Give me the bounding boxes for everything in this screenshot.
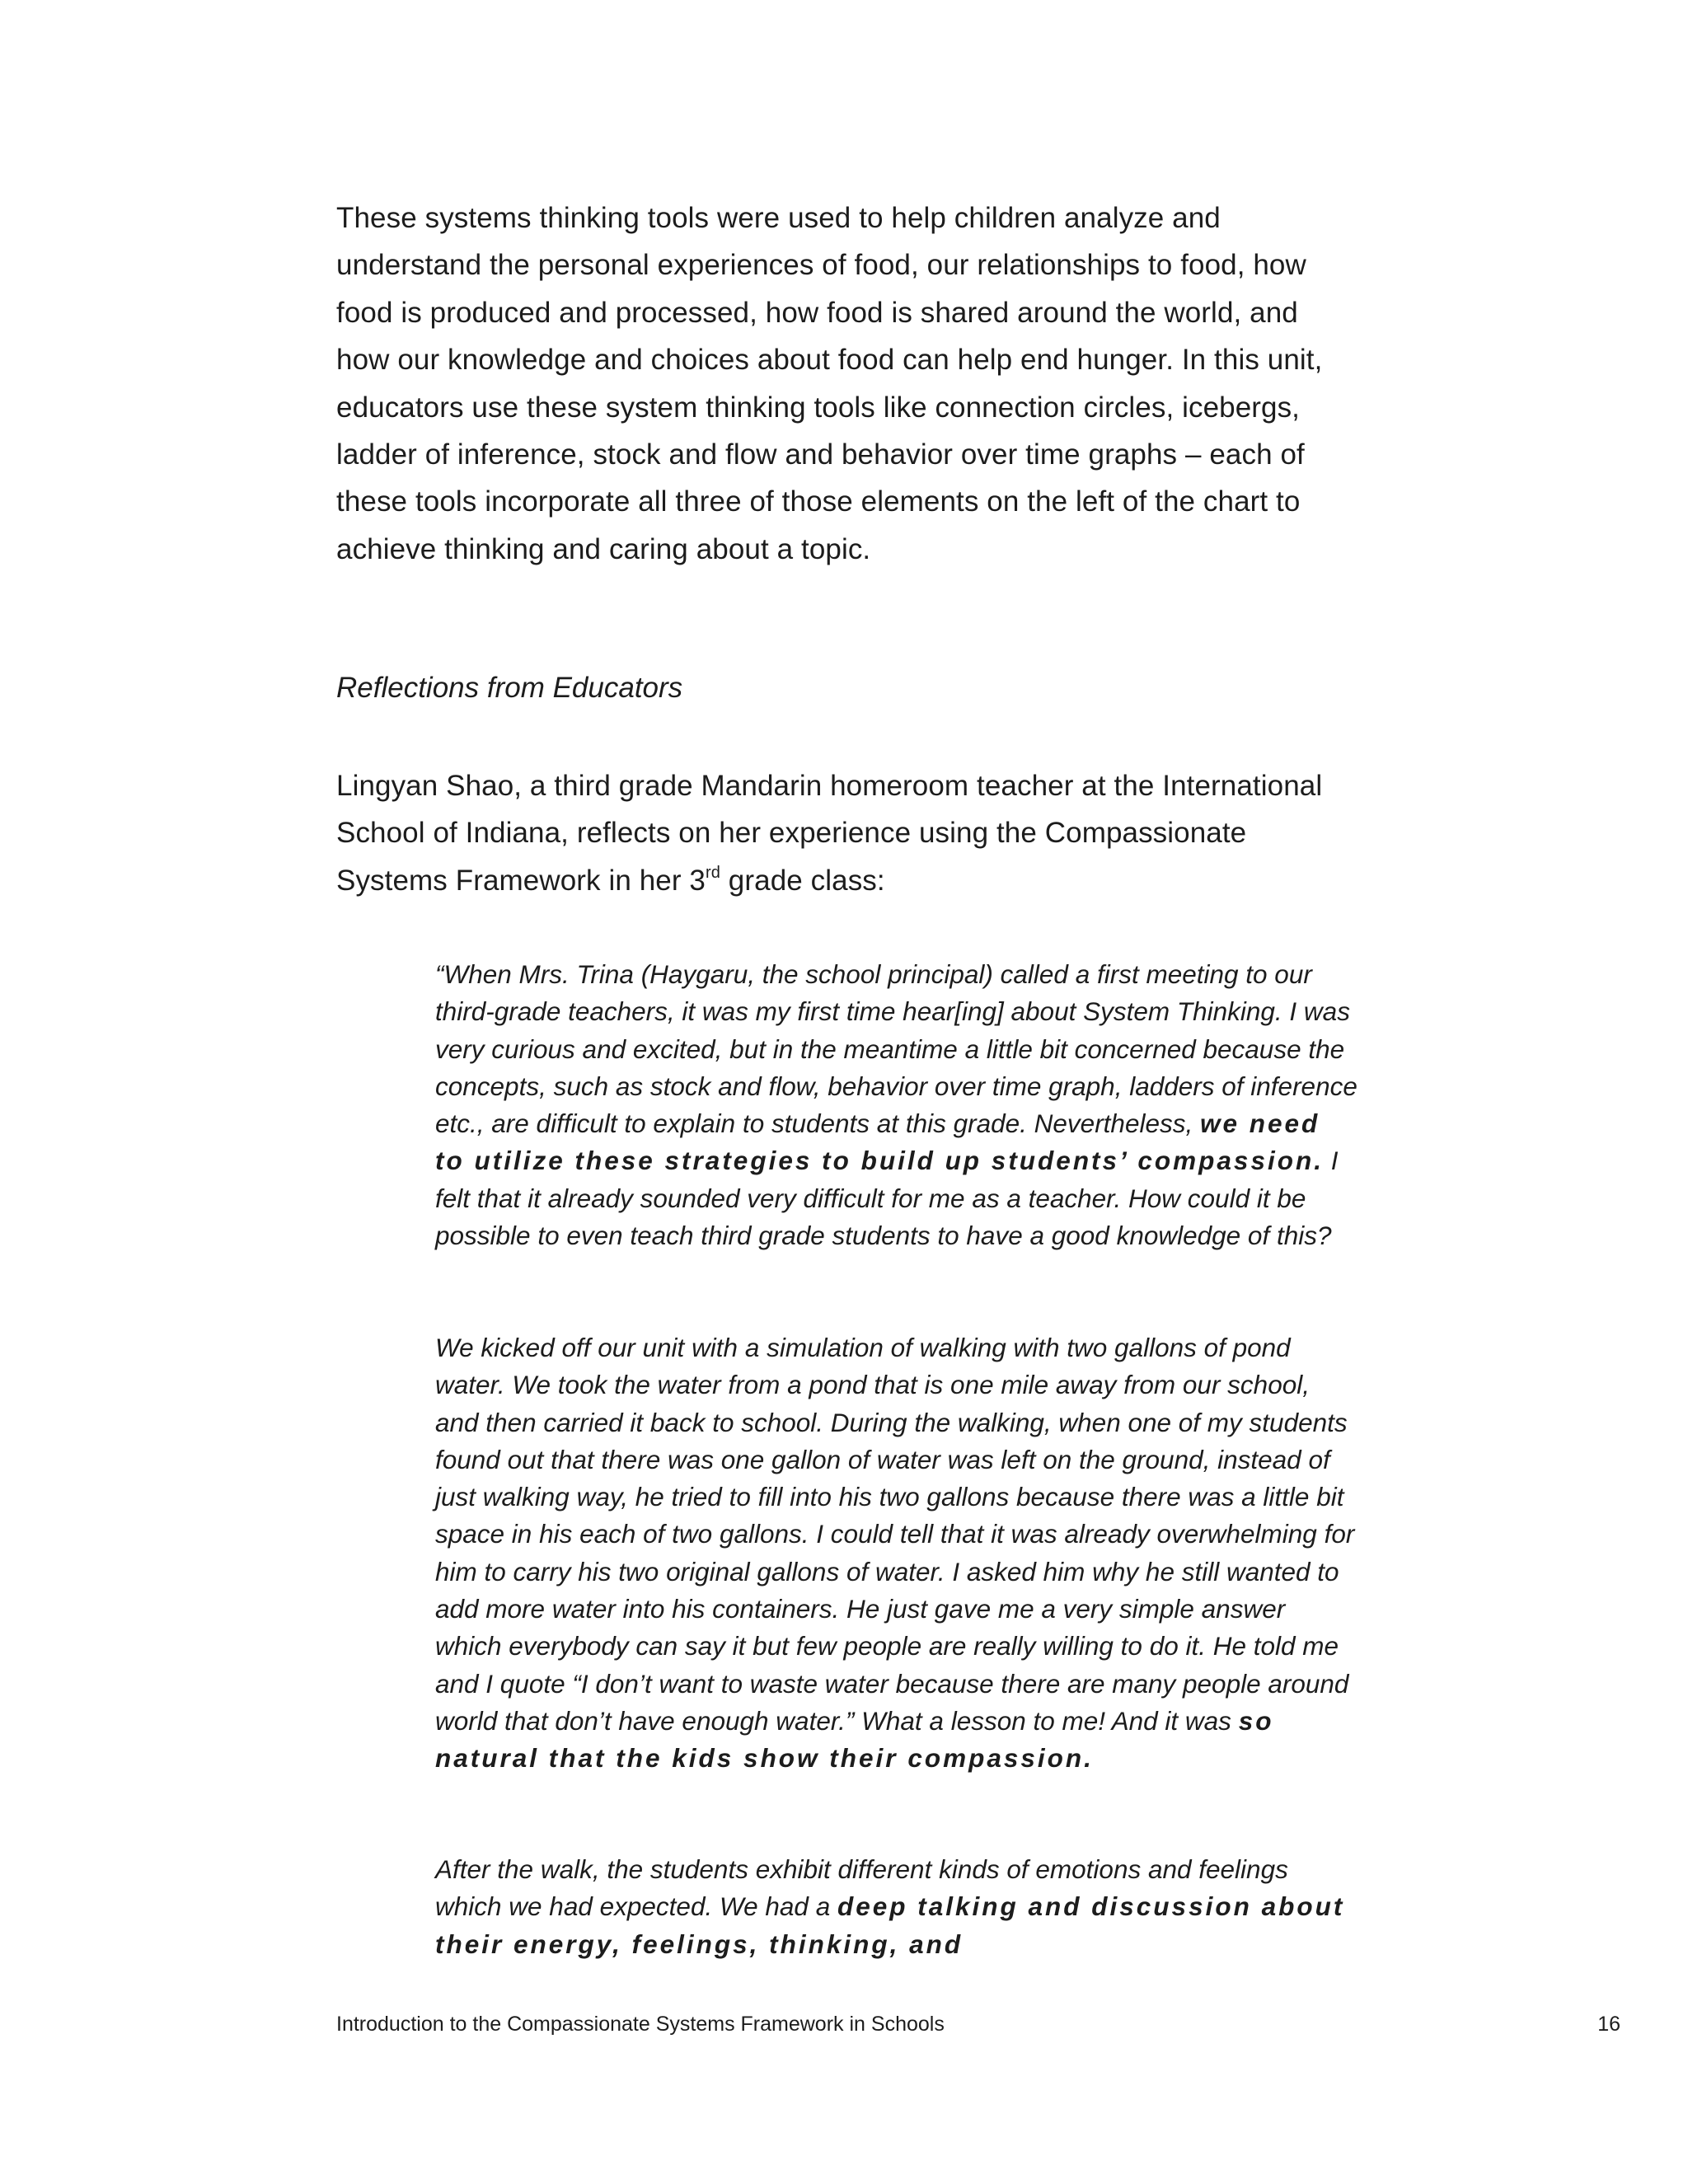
attribution-text: Lingyan Shao, a third grade Mandarin homeroom teacher at the International School of Indiana, reflects on her experience using the Compassionate Systems Framework in her 3 (336, 770, 1323, 897)
quote-emphasis: we need to utilize these strategies to build up students’ compassion. (435, 1108, 1324, 1176)
quote-emphasis: deep talking and discussion about their energy, feelings, thinking, and (435, 1891, 1345, 1959)
attribution-text-end: grade class: (720, 864, 885, 897)
section-heading: Reflections from Educators (336, 672, 683, 704)
quote-emphasis: so natural that the kids show their compassion. (435, 1705, 1274, 1774)
quote-text: I felt that it already sounded very difficult for me as a teacher. How could it be possible to even teach third grade students to have a good knowledge of this? (435, 1146, 1339, 1251)
quote-paragraph-2 (435, 1329, 1358, 1778)
page-number: 16 (1597, 2013, 1620, 2036)
quote-text: “When Mrs. Trina (Haygaru, the school principal) called a first meeting to our third-grade teachers, it was my first time hear[ing] about System Thinking. I was very curious and excited, but in the meantime a little bit concerned because the concepts, such as stock and flow, behavior over time graph, ladders of inference etc., are difficult to explain to students at this grade. Nevertheless, (435, 959, 1357, 1139)
footer-title: Introduction to the Compassionate Systems Framework in Schools (336, 2013, 945, 2036)
quote-paragraph-1 (435, 956, 1358, 1254)
quote-text: We kicked off our unit with a simulation of walking with two gallons of pond water. We took the water from a pond that is one mile away from our school, and then carried it back to school. During the walking, when one of my students found out that there was one gallon of water was left on the ground, instead of just walking way, he tried to fill into his two gallons because there was a little bit space in his each of two gallons. I could tell that it was already overwhelming for him to carry his two original gallons of water. I asked him why he still wanted to add more water into his containers. He just gave me a very simple answer which everybody can say it but few people are really willing to do it. He told me and I quote “I don’t want to waste water because there are many people around world that don’t have enough water.” What a lesson to me! And it was (435, 1333, 1355, 1736)
intro-paragraph: These systems thinking tools were used to help children analyze and understand the personal experiences of food, our relationships to food, how food is produced and processed, how food is shared around the world, and how our knowledge and choices about food can help end hunger. In this unit, educators use these system thinking tools like connection circles, icebergs, ladder of inference, stock and flow and behavior over time graphs – each of these tools incorporate all three of those elements on the left of the chart to achieve thinking and caring about a topic. (336, 202, 1323, 565)
quote-text: After the walk, the students exhibit different kinds of emotions and feelings which we had expected. We had a (435, 1854, 1288, 1922)
attribution-paragraph (336, 762, 1350, 904)
quote-paragraph-3 (435, 1851, 1358, 1963)
ordinal-superscript: rd (706, 864, 720, 883)
